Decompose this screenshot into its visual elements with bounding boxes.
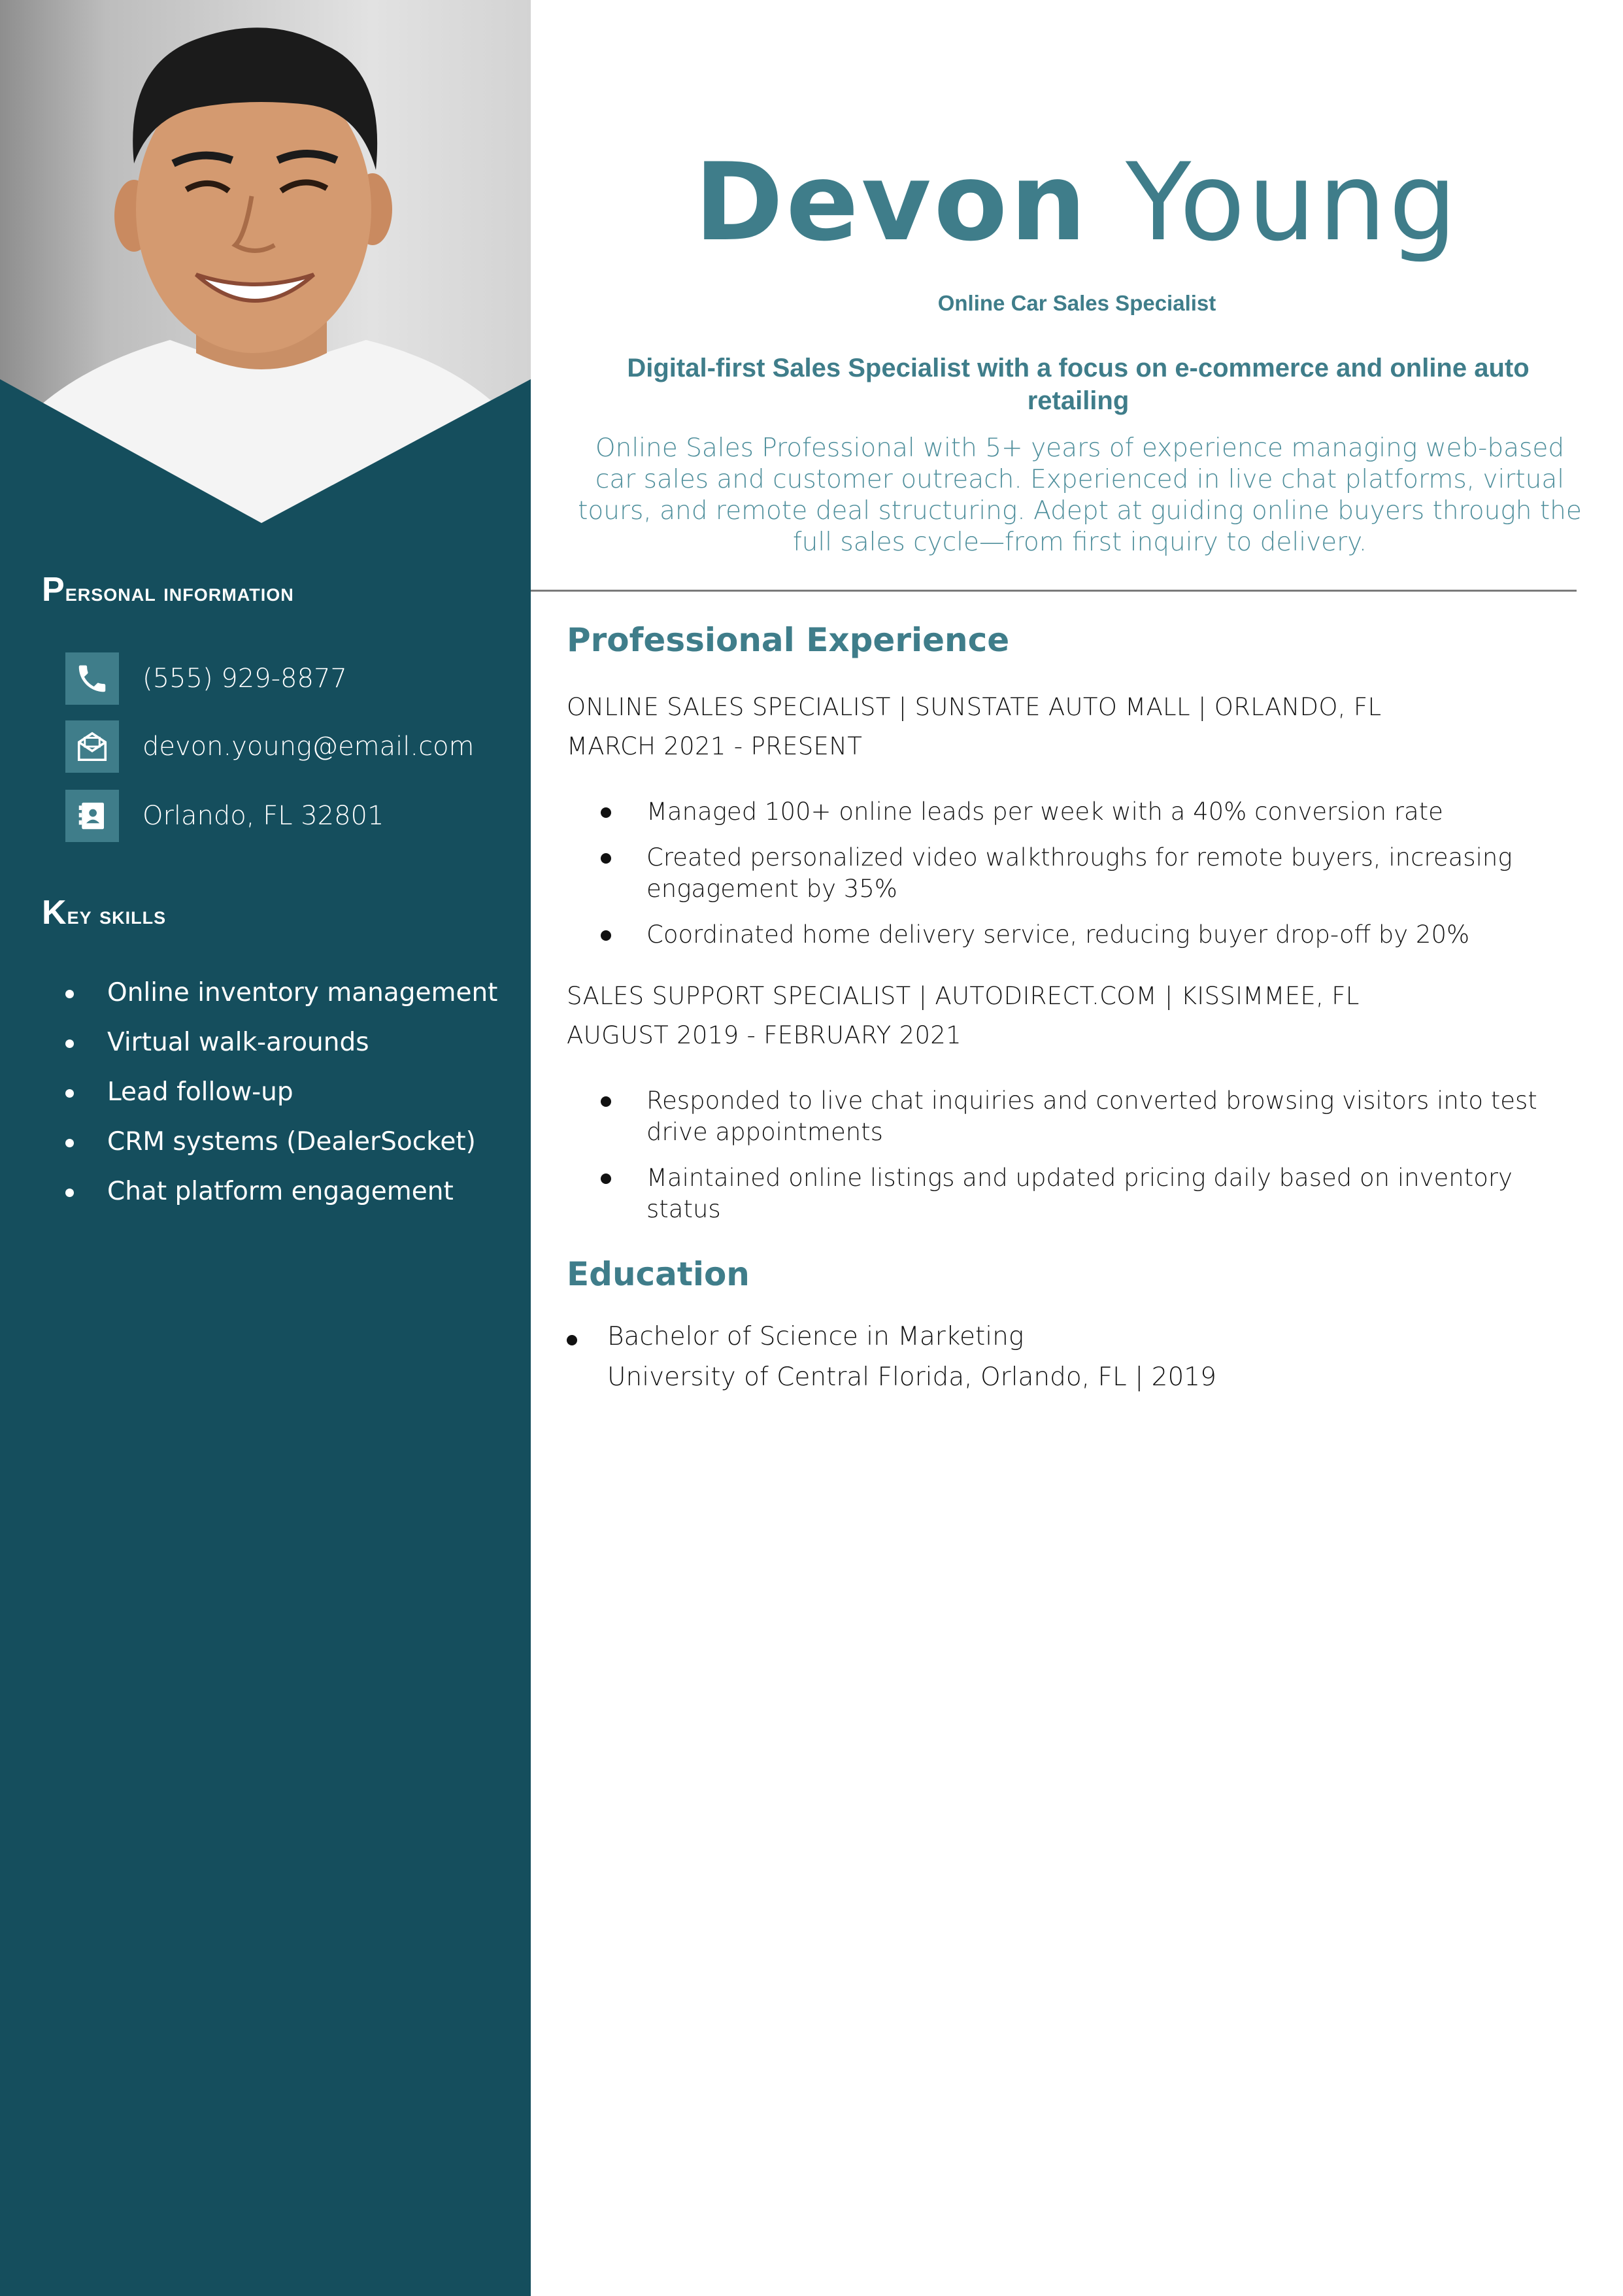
- contact-location: [65, 790, 384, 842]
- skill-item: CRM systems (DealerSocket): [65, 1126, 510, 1158]
- skill-item: Online inventory management: [65, 977, 510, 1009]
- contact-email: [65, 720, 475, 773]
- job-dates: MARCH 2021 - PRESENT: [567, 732, 863, 760]
- email-text[interactable]: devon.young@email.com: [142, 732, 475, 762]
- job-title: Online Car Sales Specialist: [937, 291, 1216, 315]
- headline: Digital-first Sales Specialist with a focus on e-commerce and online auto retailing: [627, 354, 1530, 415]
- school: University of Central Florida, Orlando, FL | 2019: [607, 1362, 1216, 1392]
- job-title-line: ONLINE SALES SPECIALIST | SUNSTATE AUTO MALL | ORLANDO, FL: [567, 693, 1382, 721]
- job-bullets: [601, 1085, 1568, 1240]
- first-name: Devon: [694, 140, 1089, 265]
- email-icon: [65, 720, 119, 773]
- skill-item: Lead follow-up: [65, 1077, 510, 1108]
- experience-heading: Professional Experience: [567, 621, 1010, 659]
- last-name: Young: [1126, 140, 1460, 265]
- contact-phone: [65, 652, 347, 705]
- job-bullets: [601, 796, 1568, 965]
- phone-text: (555) 929-8877: [142, 664, 347, 694]
- key-skills-heading: Key skills: [42, 894, 167, 932]
- job-dates: AUGUST 2019 - FEBRUARY 2021: [567, 1021, 962, 1049]
- skill-item: Virtual walk-arounds: [65, 1027, 510, 1058]
- location-text: Orlando, FL 32801: [142, 801, 384, 831]
- bullet-item: Created personalized video walkthroughs for remote buyers, increasing engagement by 35%: [601, 842, 1568, 905]
- divider: [531, 590, 1577, 592]
- degree: Bachelor of Science in Marketing: [607, 1322, 1024, 1351]
- summary: Online Sales Professional with 5+ years of experience managing web-based car sales and customer outreach. Experienced in live chat platforms, virtual tours, and remote deal structuring. Adept at guiding online buyers through the full sales cycle—from first inquiry to delivery.: [578, 433, 1582, 557]
- bullet-item: Maintained online listings and updated pricing daily based on inventory status: [601, 1162, 1568, 1225]
- bullet-item: Responded to live chat inquiries and converted browsing visitors into test drive appointments: [601, 1085, 1568, 1148]
- bullet-item: Managed 100+ online leads per week with a 40% conversion rate: [601, 796, 1568, 828]
- address-book-icon: [65, 790, 119, 842]
- sidebar: [0, 0, 531, 2296]
- phone-icon: [65, 652, 119, 705]
- skills-list: [65, 977, 510, 1226]
- profile-photo: [0, 0, 531, 523]
- bullet-dot: [567, 1335, 577, 1345]
- personal-information-heading: Personal information: [42, 571, 294, 609]
- candidate-name: [531, 137, 1623, 268]
- main-content: [531, 0, 1623, 2296]
- bullet-item: Coordinated home delivery service, reducing buyer drop-off by 20%: [601, 919, 1568, 951]
- skill-item: Chat platform engagement: [65, 1176, 510, 1207]
- job-title-line: SALES SUPPORT SPECIALIST | AUTODIRECT.COM | KISSIMMEE, FL: [567, 982, 1360, 1010]
- education-heading: Education: [567, 1255, 750, 1293]
